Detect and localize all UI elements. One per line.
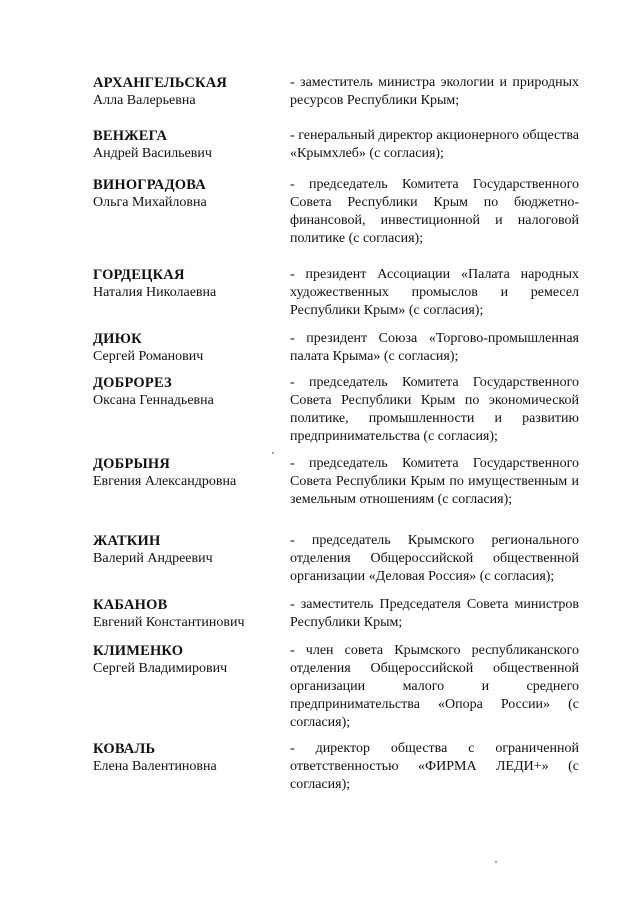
member-given-name: Сергей Владимирович — [93, 661, 228, 676]
member-name — [93, 374, 283, 410]
member-surname: ДОБРОРЕЗ — [93, 375, 172, 391]
member-given-name: Евгения Александровна — [93, 474, 237, 489]
member-given-name: Валерий Андреевич — [93, 551, 213, 566]
member-surname: ЖАТКИН — [93, 533, 161, 549]
member-name — [93, 740, 283, 776]
member-surname: ДОБРЫНЯ — [93, 456, 171, 472]
member-given-name: Андрей Васильевич — [93, 146, 212, 161]
member-given-name: Евгений Константинович — [93, 615, 245, 630]
member-given-name: Сергей Романович — [93, 349, 204, 364]
member-name — [93, 176, 283, 212]
member-role: - заместитель Председателя Совета министров Республики Крым; — [290, 597, 579, 630]
member-role: - председатель Комитета Государственного Совета Республики Крым по бюджетно-финансовой, инвестиционной и налоговой политике (с согласия); — [290, 177, 579, 246]
member-given-name: Ольга Михайловна — [93, 195, 207, 210]
member-name — [93, 266, 283, 302]
member-name — [93, 596, 283, 632]
scan-speck — [272, 452, 274, 454]
member-surname: ГОРДЕЦКАЯ — [93, 267, 185, 283]
member-role: - директор общества с ограниченной ответственностью «ФИРМА ЛЕДИ+» (с согласия); — [290, 741, 579, 792]
member-role: - президент Ассоциации «Палата народных художественных промыслов и ремесел Республики Крым» (с согласия); — [290, 267, 579, 318]
member-name — [93, 642, 283, 678]
member-role: - председатель Комитета Государственного Совета Республики Крым по экономической политике, промышленности и развитию предпринимательства (с согласия); — [290, 375, 579, 444]
member-name — [93, 74, 283, 110]
member-surname: КОВАЛЬ — [93, 741, 156, 757]
member-surname: ВИНОГРАДОВА — [93, 177, 206, 193]
member-surname: КЛИМЕНКО — [93, 643, 184, 659]
member-name — [93, 455, 283, 491]
member-surname: ДИЮК — [93, 331, 142, 347]
member-surname: АРХАНГЕЛЬСКАЯ — [93, 75, 228, 91]
member-name — [93, 330, 283, 366]
scan-speck — [495, 861, 497, 863]
member-role: - председатель Крымского регионального отделения Общероссийской общественной организации «Деловая Россия» (с согласия); — [290, 533, 579, 584]
member-role: - заместитель министра экологии и природных ресурсов Республики Крым; — [290, 75, 579, 108]
member-surname: КАБАНОВ — [93, 597, 168, 613]
member-role: - президент Союза «Торгово-промышленная палата Крыма» (с согласия); — [290, 331, 579, 364]
member-given-name: Наталия Николаевна — [93, 285, 217, 300]
member-given-name: Оксана Геннадьевна — [93, 393, 214, 408]
member-given-name: Алла Валерьевна — [93, 93, 196, 108]
member-surname: ВЕНЖЕГА — [93, 128, 168, 144]
member-role: - член совета Крымского республиканского отделения Общероссийской общественной организации малого и среднего предпринимательства «Опора России» (с согласия); — [290, 643, 579, 730]
member-role: - генеральный директор акционерного общества «Крымхлеб» (с согласия); — [290, 128, 579, 161]
member-name — [93, 532, 283, 568]
member-given-name: Елена Валентиновна — [93, 759, 217, 774]
member-role: - председатель Комитета Государственного Совета Республики Крым по имущественным и земельным отношениям (с согласия); — [290, 456, 579, 507]
member-name — [93, 127, 283, 163]
